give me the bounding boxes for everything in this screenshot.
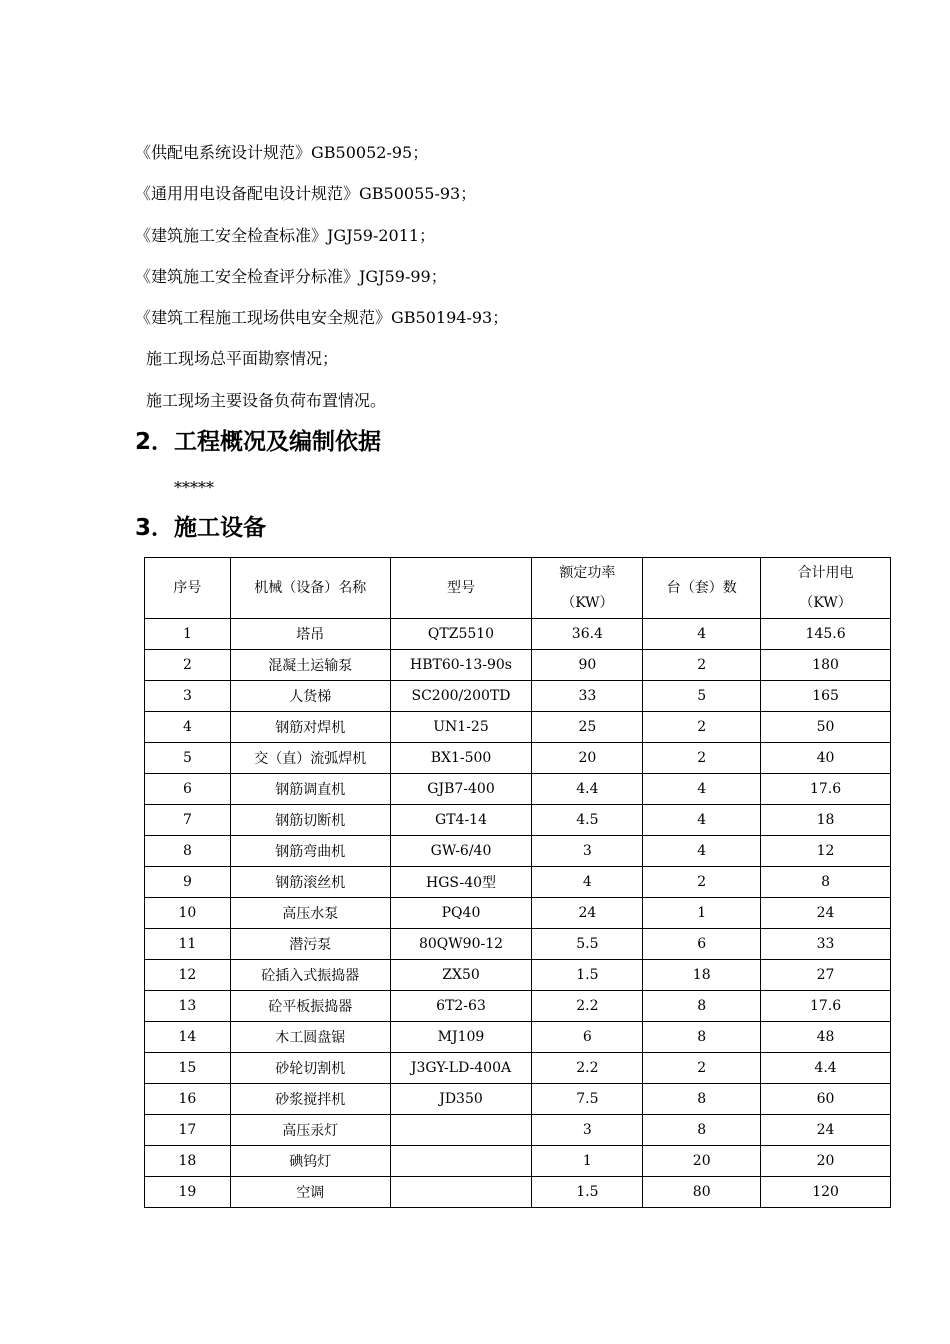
header-index: 序号 <box>145 558 231 619</box>
cell-name: 钢筋对焊机 <box>230 712 390 743</box>
cell-total: 120 <box>761 1177 891 1208</box>
cell-total: 48 <box>761 1022 891 1053</box>
table-row <box>145 1053 891 1084</box>
table-row <box>145 805 891 836</box>
cell-model: MJ109 <box>390 1022 532 1053</box>
cell-name: 高压汞灯 <box>230 1115 390 1146</box>
cell-total: 180 <box>761 650 891 681</box>
table-row <box>145 650 891 681</box>
cell-name: 砂轮切割机 <box>230 1053 390 1084</box>
cell-model <box>390 1115 532 1146</box>
cell-power: 90 <box>532 650 643 681</box>
table-row <box>145 1084 891 1115</box>
site-line: 施工现场总平面勘察情况； <box>146 349 339 368</box>
header-count: 台（套）数 <box>643 558 761 619</box>
table-row <box>145 836 891 867</box>
header-power-unit: （KW） <box>561 595 614 611</box>
cell-name: 碘钨灯 <box>230 1146 390 1177</box>
cell-power: 24 <box>532 898 643 929</box>
reference-item: 《建筑工程施工现场供电安全规范》GB50194-93； <box>135 308 509 327</box>
cell-model: GJB7-400 <box>390 774 532 805</box>
cell-name: 交（直）流弧焊机 <box>230 743 390 774</box>
cell-power: 3 <box>532 1115 643 1146</box>
cell-index: 14 <box>145 1022 231 1053</box>
section-3-heading: 3．施工设备 <box>135 515 267 541</box>
cell-model: BX1-500 <box>390 743 532 774</box>
table-row <box>145 991 891 1022</box>
section-2-heading: 2．工程概况及编制依据 <box>135 429 382 455</box>
table-row <box>145 681 891 712</box>
cell-model: ZX50 <box>390 960 532 991</box>
cell-model: SC200/200TD <box>390 681 532 712</box>
cell-power: 1 <box>532 1146 643 1177</box>
cell-count: 2 <box>643 867 761 898</box>
cell-index: 17 <box>145 1115 231 1146</box>
cell-count: 8 <box>643 1022 761 1053</box>
table-row <box>145 929 891 960</box>
cell-power: 20 <box>532 743 643 774</box>
cell-count: 4 <box>643 619 761 650</box>
cell-index: 16 <box>145 1084 231 1115</box>
cell-index: 8 <box>145 836 231 867</box>
cell-total: 17.6 <box>761 774 891 805</box>
cell-power: 1.5 <box>532 1177 643 1208</box>
table-body <box>145 619 891 1208</box>
table-row <box>145 1146 891 1177</box>
cell-model: GW-6/40 <box>390 836 532 867</box>
cell-index: 7 <box>145 805 231 836</box>
table-row <box>145 619 891 650</box>
cell-count: 4 <box>643 774 761 805</box>
cell-count: 2 <box>643 712 761 743</box>
cell-count: 8 <box>643 1084 761 1115</box>
cell-total: 24 <box>761 1115 891 1146</box>
cell-total: 18 <box>761 805 891 836</box>
table-row <box>145 1177 891 1208</box>
cell-model: UN1-25 <box>390 712 532 743</box>
cell-total: 145.6 <box>761 619 891 650</box>
header-power-label: 额定功率 <box>559 565 616 581</box>
cell-total: 8 <box>761 867 891 898</box>
reference-item: 《通用用电设备配电设计规范》GB50055-93； <box>135 184 477 203</box>
cell-count: 20 <box>643 1146 761 1177</box>
cell-power: 4.4 <box>532 774 643 805</box>
cell-power: 25 <box>532 712 643 743</box>
cell-name: 塔吊 <box>230 619 390 650</box>
table-row <box>145 1115 891 1146</box>
cell-model: JD350 <box>390 1084 532 1115</box>
cell-name: 空调 <box>230 1177 390 1208</box>
cell-total: 60 <box>761 1084 891 1115</box>
cell-count: 1 <box>643 898 761 929</box>
cell-power: 5.5 <box>532 929 643 960</box>
cell-model: PQ40 <box>390 898 532 929</box>
cell-model: 80QW90-12 <box>390 929 532 960</box>
cell-power: 2.2 <box>532 1053 643 1084</box>
header-total <box>761 558 891 619</box>
cell-power: 33 <box>532 681 643 712</box>
cell-count: 18 <box>643 960 761 991</box>
cell-model <box>390 1146 532 1177</box>
cell-index: 4 <box>145 712 231 743</box>
cell-name: 人货梯 <box>230 681 390 712</box>
cell-model: J3GY-LD-400A <box>390 1053 532 1084</box>
cell-model: QTZ5510 <box>390 619 532 650</box>
cell-name: 砼平板振捣器 <box>230 991 390 1022</box>
cell-power: 1.5 <box>532 960 643 991</box>
cell-power: 36.4 <box>532 619 643 650</box>
cell-total: 12 <box>761 836 891 867</box>
cell-power: 4 <box>532 867 643 898</box>
cell-count: 8 <box>643 991 761 1022</box>
cell-index: 15 <box>145 1053 231 1084</box>
table-row <box>145 867 891 898</box>
cell-index: 6 <box>145 774 231 805</box>
cell-power: 6 <box>532 1022 643 1053</box>
cell-name: 砂浆搅拌机 <box>230 1084 390 1115</box>
cell-power: 3 <box>532 836 643 867</box>
cell-index: 9 <box>145 867 231 898</box>
cell-power: 4.5 <box>532 805 643 836</box>
cell-count: 2 <box>643 743 761 774</box>
cell-total: 33 <box>761 929 891 960</box>
cell-count: 2 <box>643 1053 761 1084</box>
cell-count: 2 <box>643 650 761 681</box>
cell-total: 165 <box>761 681 891 712</box>
cell-count: 8 <box>643 1115 761 1146</box>
cell-index: 19 <box>145 1177 231 1208</box>
reference-item: 《建筑施工安全检查标准》JGJ59-2011； <box>135 226 436 245</box>
table-row <box>145 898 891 929</box>
cell-total: 17.6 <box>761 991 891 1022</box>
cell-count: 5 <box>643 681 761 712</box>
cell-power: 2.2 <box>532 991 643 1022</box>
cell-index: 1 <box>145 619 231 650</box>
cell-name: 钢筋切断机 <box>230 805 390 836</box>
cell-model: 6T2-63 <box>390 991 532 1022</box>
header-model: 型号 <box>390 558 532 619</box>
table-row <box>145 774 891 805</box>
cell-total: 24 <box>761 898 891 929</box>
cell-model: GT4-14 <box>390 805 532 836</box>
site-line: 施工现场主要设备负荷布置情况。 <box>146 391 387 410</box>
cell-model: HGS-40型 <box>390 867 532 898</box>
cell-power: 7.5 <box>532 1084 643 1115</box>
cell-name: 钢筋滚丝机 <box>230 867 390 898</box>
cell-count: 80 <box>643 1177 761 1208</box>
cell-name: 混凝土运输泵 <box>230 650 390 681</box>
cell-count: 6 <box>643 929 761 960</box>
cell-index: 3 <box>145 681 231 712</box>
cell-index: 5 <box>145 743 231 774</box>
cell-index: 2 <box>145 650 231 681</box>
cell-name: 潜污泵 <box>230 929 390 960</box>
cell-name: 木工圆盘锯 <box>230 1022 390 1053</box>
header-total-label: 合计用电 <box>797 565 854 581</box>
cell-total: 27 <box>761 960 891 991</box>
cell-total: 50 <box>761 712 891 743</box>
section-2-body: ***** <box>174 478 214 497</box>
cell-model: HBT60-13-90s <box>390 650 532 681</box>
equipment-table <box>144 557 891 1208</box>
cell-count: 4 <box>643 805 761 836</box>
cell-count: 4 <box>643 836 761 867</box>
header-power <box>532 558 643 619</box>
cell-index: 12 <box>145 960 231 991</box>
cell-index: 13 <box>145 991 231 1022</box>
reference-item: 《供配电系统设计规范》GB50052-95； <box>135 143 429 162</box>
table-row <box>145 1022 891 1053</box>
cell-total: 4.4 <box>761 1053 891 1084</box>
reference-item: 《建筑施工安全检查评分标准》JGJ59-99； <box>135 267 447 286</box>
table-row <box>145 960 891 991</box>
table-row <box>145 712 891 743</box>
cell-index: 11 <box>145 929 231 960</box>
cell-name: 钢筋调直机 <box>230 774 390 805</box>
header-total-unit: （KW） <box>799 595 852 611</box>
cell-total: 20 <box>761 1146 891 1177</box>
cell-index: 18 <box>145 1146 231 1177</box>
cell-index: 10 <box>145 898 231 929</box>
cell-name: 高压水泵 <box>230 898 390 929</box>
cell-name: 砼插入式振捣器 <box>230 960 390 991</box>
table-row <box>145 743 891 774</box>
header-name: 机械（设备）名称 <box>230 558 390 619</box>
cell-name: 钢筋弯曲机 <box>230 836 390 867</box>
cell-total: 40 <box>761 743 891 774</box>
cell-model <box>390 1177 532 1208</box>
table-header-row <box>145 558 891 619</box>
